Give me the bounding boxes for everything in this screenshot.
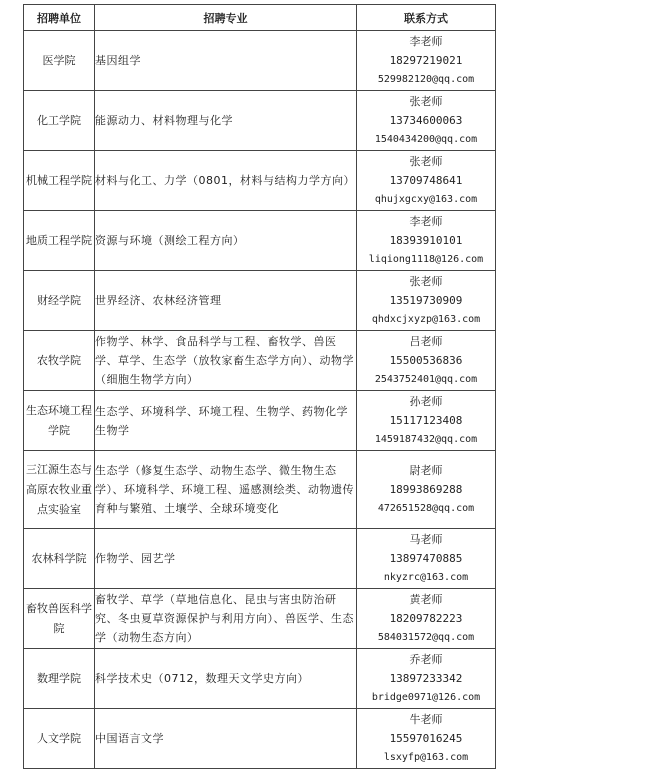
major-cell: 作物学、园艺学 bbox=[95, 529, 357, 589]
contact-email: 584031572@qq.com bbox=[377, 632, 475, 643]
table-row bbox=[24, 529, 496, 589]
unit-cell: 三江源生态与高原农牧业重点实验室 bbox=[24, 451, 95, 529]
contact-cell bbox=[357, 91, 496, 151]
unit-cell: 医学院 bbox=[24, 31, 95, 91]
contact-teacher: 尉老师 bbox=[409, 464, 443, 477]
contact-phone: 18209782223 bbox=[389, 612, 463, 625]
contact-email: bridge0971@126.com bbox=[371, 692, 481, 703]
contact-teacher: 牛老师 bbox=[409, 713, 443, 726]
contact-email: 1540434200@qq.com bbox=[374, 134, 478, 145]
contact-teacher: 张老师 bbox=[409, 275, 443, 288]
contact-phone: 13709748641 bbox=[389, 174, 463, 187]
unit-cell: 机械工程学院 bbox=[24, 151, 95, 211]
unit-cell: 地质工程学院 bbox=[24, 211, 95, 271]
major-cell: 中国语言文学 bbox=[95, 709, 357, 769]
contact-phone: 15117123408 bbox=[389, 414, 463, 427]
contact-cell bbox=[357, 451, 496, 529]
contact-teacher: 孙老师 bbox=[409, 395, 443, 408]
major-cell: 畜牧学、草学（草地信息化、昆虫与害虫防治研究、冬虫夏草资源保护与利用方向）、兽医学、生态学（动物生态方向） bbox=[95, 589, 357, 649]
major-cell: 基因组学 bbox=[95, 31, 357, 91]
contact-phone: 18297219021 bbox=[389, 54, 463, 67]
contact-teacher: 李老师 bbox=[409, 35, 443, 48]
contact-teacher: 吕老师 bbox=[409, 335, 443, 348]
table-row bbox=[24, 709, 496, 769]
contact-cell bbox=[357, 331, 496, 391]
contact-cell bbox=[357, 709, 496, 769]
table-row bbox=[24, 331, 496, 391]
contact-cell bbox=[357, 211, 496, 271]
contact-cell bbox=[357, 529, 496, 589]
contact-email: qhdxcjxyzp@163.com bbox=[371, 314, 481, 325]
unit-cell: 生态环境工程学院 bbox=[24, 391, 95, 451]
contact-email: 1459187432@qq.com bbox=[374, 434, 478, 445]
table-row bbox=[24, 391, 496, 451]
contact-cell bbox=[357, 391, 496, 451]
contact-phone: 13897470885 bbox=[389, 552, 463, 565]
contact-phone: 15500536836 bbox=[389, 354, 463, 367]
contact-email: 2543752401@qq.com bbox=[374, 374, 478, 385]
unit-cell: 农林科学院 bbox=[24, 529, 95, 589]
contact-teacher: 马老师 bbox=[409, 533, 443, 546]
major-cell: 科学技术史（0712，数理天文学史方向） bbox=[95, 649, 357, 709]
contact-phone: 18393910101 bbox=[389, 234, 463, 247]
contact-email: 472651528@qq.com bbox=[377, 503, 475, 514]
major-cell: 材料与化工、力学（0801，材料与结构力学方向） bbox=[95, 151, 357, 211]
recruitment-table bbox=[23, 4, 496, 769]
contact-email: liqiong1118@126.com bbox=[368, 254, 484, 265]
table-row bbox=[24, 31, 496, 91]
contact-email: nkyzrc@163.com bbox=[383, 572, 469, 583]
contact-phone: 18993869288 bbox=[389, 483, 463, 496]
unit-cell: 数理学院 bbox=[24, 649, 95, 709]
major-cell: 能源动力、材料物理与化学 bbox=[95, 91, 357, 151]
contact-teacher: 张老师 bbox=[409, 95, 443, 108]
table-row bbox=[24, 151, 496, 211]
unit-cell: 畜牧兽医科学院 bbox=[24, 589, 95, 649]
contact-teacher: 乔老师 bbox=[409, 653, 443, 666]
table-row bbox=[24, 451, 496, 529]
contact-email: 529982120@qq.com bbox=[377, 74, 475, 85]
table-header-row bbox=[24, 5, 496, 31]
contact-cell bbox=[357, 31, 496, 91]
contact-teacher: 黄老师 bbox=[409, 593, 443, 606]
contact-teacher: 李老师 bbox=[409, 215, 443, 228]
unit-cell: 人文学院 bbox=[24, 709, 95, 769]
contact-phone: 13734600063 bbox=[389, 114, 463, 127]
contact-teacher: 张老师 bbox=[409, 155, 443, 168]
contact-phone: 13519730909 bbox=[389, 294, 463, 307]
contact-email: lsxyfp@163.com bbox=[383, 752, 469, 763]
table-row bbox=[24, 271, 496, 331]
header-major: 招聘专业 bbox=[95, 5, 357, 31]
unit-cell: 农牧学院 bbox=[24, 331, 95, 391]
table-row bbox=[24, 589, 496, 649]
contact-email: qhujxgcxy@163.com bbox=[374, 194, 478, 205]
table-row bbox=[24, 649, 496, 709]
contact-cell bbox=[357, 271, 496, 331]
contact-cell bbox=[357, 589, 496, 649]
major-cell: 生态学（修复生态学、动物生态学、微生物生态学）、环境科学、环境工程、遥感测绘类、动物遗传育种与繁殖、土壤学、全球环境变化 bbox=[95, 451, 357, 529]
table-row bbox=[24, 91, 496, 151]
major-cell: 作物学、林学、食品科学与工程、畜牧学、兽医学、草学、生态学（放牧家畜生态学方向）、动物学（细胞生物学方向） bbox=[95, 331, 357, 391]
contact-cell bbox=[357, 151, 496, 211]
contact-cell bbox=[357, 649, 496, 709]
major-cell: 生态学、环境科学、环境工程、生物学、药物化学生物学 bbox=[95, 391, 357, 451]
major-cell: 资源与环境（测绘工程方向） bbox=[95, 211, 357, 271]
unit-cell: 财经学院 bbox=[24, 271, 95, 331]
major-cell: 世界经济、农林经济管理 bbox=[95, 271, 357, 331]
table-row bbox=[24, 211, 496, 271]
header-contact: 联系方式 bbox=[357, 5, 496, 31]
unit-cell: 化工学院 bbox=[24, 91, 95, 151]
header-unit: 招聘单位 bbox=[24, 5, 95, 31]
contact-phone: 13897233342 bbox=[389, 672, 463, 685]
contact-phone: 15597016245 bbox=[389, 732, 463, 745]
